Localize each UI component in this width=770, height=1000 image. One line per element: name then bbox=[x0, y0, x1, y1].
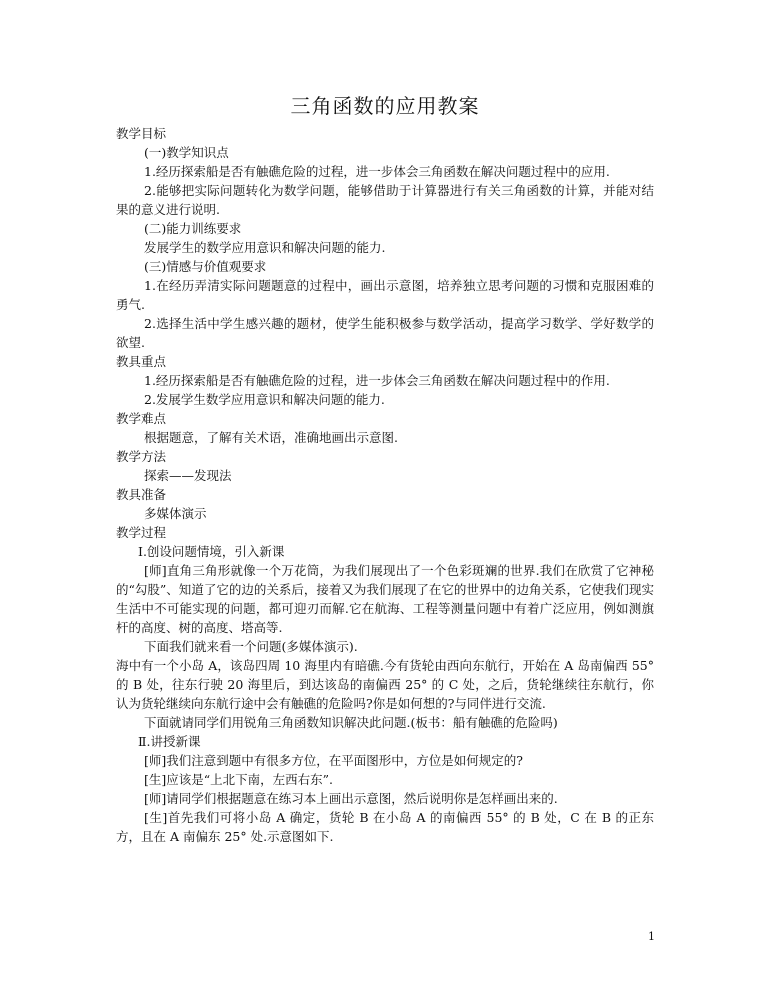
section-heading: 教具准备 bbox=[116, 487, 167, 502]
paragraph: [师]直角三角形就像一个万花筒，为我们展现出了一个色彩斑斓的世界.我们在欣赏了它神秘的“勾股”、知道了它的边的关系后，接着又为我们展现了在它的世界中的边角关系，它使我们现实生活中不可能实现的问题，都可迎刃而解.它在航海、工程等测量问题中有着广泛应用，例如测旗杆的高度、树的高度、塔高等. bbox=[116, 563, 654, 635]
paragraph: [生]应该是“上北下南，左西右东”. bbox=[144, 772, 334, 787]
paragraph: Ⅰ.创设问题情境，引入新课 bbox=[138, 544, 285, 559]
paragraph: 1.在经历弄清实际问题题意的过程中，画出示意图，培养独立思考问题的习惯和克服困难的勇气. bbox=[116, 278, 654, 312]
paragraph: 下面我们就来看一个问题(多媒体演示). bbox=[144, 639, 358, 654]
section-heading: 教学难点 bbox=[116, 411, 167, 426]
paragraph: 2.发展学生数学应用意识和解决问题的能力. bbox=[144, 392, 385, 407]
paragraph: [师]我们注意到题中有很多方位，在平面图形中，方位是如何规定的? bbox=[144, 753, 523, 768]
paragraph: Ⅱ.讲授新课 bbox=[138, 734, 201, 749]
paragraph: 下面就请同学们用锐角三角函数知识解决此问题.(板书：船有触礁的危险吗) bbox=[144, 715, 558, 730]
section-heading: 教学目标 bbox=[116, 126, 167, 141]
paragraph: 1.经历探索船是否有触礁危险的过程，进一步体会三角函数在解决问题过程中的作用. bbox=[144, 373, 610, 388]
paragraph: 发展学生的数学应用意识和解决问题的能力. bbox=[144, 240, 386, 255]
paragraph: 2.能够把实际问题转化为数学问题，能够借助于计算器进行有关三角函数的计算，并能对结果的意义进行说明. bbox=[116, 183, 654, 217]
paragraph: (三)情感与价值观要求 bbox=[144, 259, 267, 274]
section-heading: 教学方法 bbox=[116, 449, 167, 464]
page-number: 1 bbox=[648, 930, 655, 943]
document-title: 三角函数的应用教案 bbox=[290, 94, 480, 118]
paragraph: [师]请同学们根据题意在练习本上画出示意图，然后说明你是怎样画出来的. bbox=[144, 791, 558, 806]
paragraph: 探索——发现法 bbox=[144, 468, 232, 483]
paragraph: 1.经历探索船是否有触礁危险的过程，进一步体会三角函数在解决问题过程中的应用. bbox=[144, 164, 610, 179]
paragraph: (二)能力训练要求 bbox=[144, 221, 242, 236]
paragraph: 根据题意，了解有关术语，准确地画出示意图. bbox=[144, 430, 398, 445]
section-heading: 教具重点 bbox=[116, 354, 167, 369]
document-body bbox=[116, 124, 654, 846]
paragraph: [生]首先我们可将小岛 A 确定，货轮 B 在小岛 A 的南偏西 55° 的 B 处，C 在 B 的正东方，且在 A 南偏东 25° 处.示意图如下. bbox=[116, 810, 654, 844]
paragraph: (一)教学知识点 bbox=[144, 145, 229, 160]
paragraph: 2.选择生活中学生感兴趣的题材，使学生能积极参与数学活动，提高学习数学、学好数学的欲望. bbox=[116, 316, 654, 350]
paragraph: 多媒体演示 bbox=[144, 506, 207, 521]
section-heading: 教学过程 bbox=[116, 525, 167, 540]
paragraph: 海中有一个小岛 A，该岛四周 10 海里内有暗礁.今有货轮由西向东航行，开始在 A 岛南偏西 55° 的 B 处，往东行驶 20 海里后，到达该岛的南偏西 25° 的 C 处，之后，货轮继续往东航行，你认为货轮继续向东航行途中会有触礁的危险吗?你是如何想的?与同伴进行交流. bbox=[116, 658, 654, 711]
